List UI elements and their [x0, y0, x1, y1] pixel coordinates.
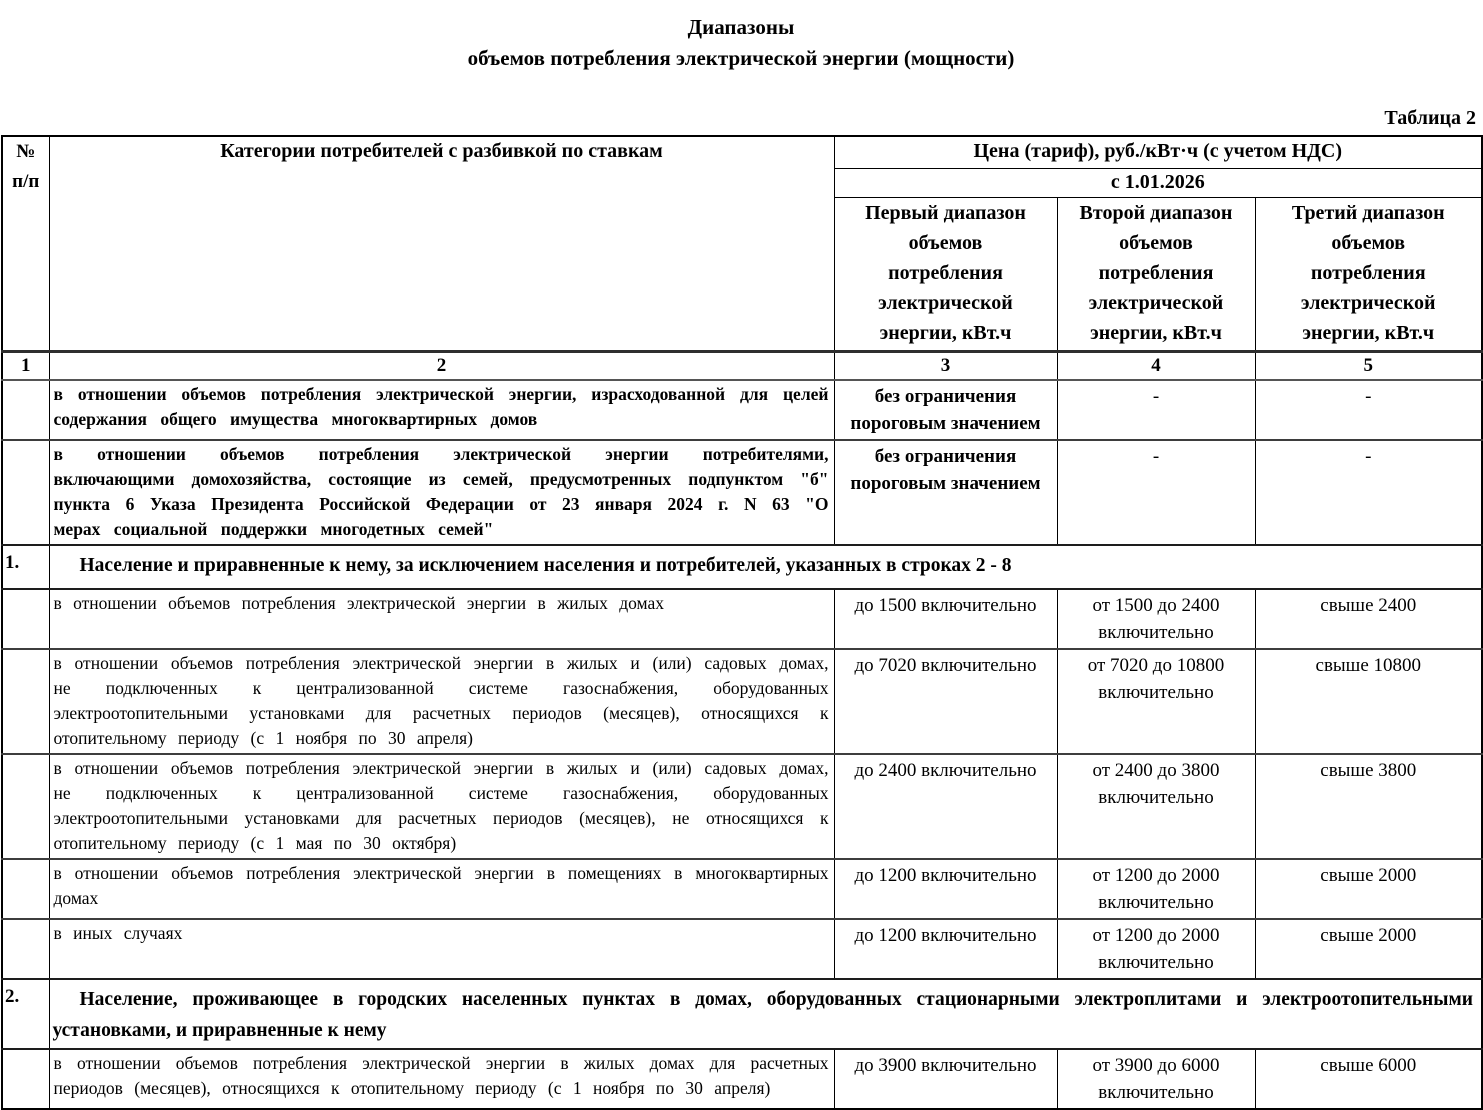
- table-row: [2, 380, 1482, 440]
- section-number: 1.: [2, 545, 49, 589]
- header-cell-range-1: [834, 198, 1057, 352]
- tariff-table: [1, 135, 1483, 1110]
- range-1-line: Первый диапазон: [865, 202, 1026, 224]
- range-1-line: электрической: [878, 292, 1013, 314]
- range-3-cell: свыше 6000: [1255, 1049, 1482, 1109]
- header-cell-range-2: [1057, 198, 1255, 352]
- range-2-cell: -: [1057, 380, 1255, 440]
- row-num-cell: [2, 919, 49, 979]
- category-cell: в отношении объемов потребления электрической энергии потребителями, включающими домохозяйства, состоящие из семей, предусмотренных подпунктом "б" пункта 6 Указа Президента Российской Федерации от 23 января 2024 г. N 63 "О мерах социальной поддержки многодетных семей": [49, 440, 834, 545]
- range-1-line: потребления: [888, 262, 1003, 284]
- range-2-line: объемов: [1119, 232, 1193, 254]
- section-row-2: [2, 979, 1482, 1049]
- header-cell-price: Цена (тариф), руб./кВт·ч (с учетом НДС): [834, 136, 1482, 169]
- range-1-cell: без ограничения пороговым значением: [834, 380, 1057, 440]
- range-3-line: потребления: [1310, 262, 1426, 284]
- category-cell: в отношении объемов потребления электрической энергии в помещениях в многоквартирных домах: [49, 859, 834, 919]
- table-row: [2, 440, 1482, 545]
- col-number-4: 4: [1057, 352, 1255, 381]
- range-3-cell: свыше 2400: [1255, 589, 1482, 649]
- header-cell-categories: Категории потребителей с разбивкой по ставкам: [49, 136, 834, 352]
- table-body: [2, 380, 1482, 1109]
- range-2-cell: -: [1057, 440, 1255, 545]
- row-num-cell: [2, 440, 49, 545]
- range-2-cell: от 1200 до 2000 включительно: [1057, 859, 1255, 919]
- header-cell-range-3: [1255, 198, 1482, 352]
- range-1-cell: без ограничения пороговым значением: [834, 440, 1057, 545]
- range-1-cell: до 1200 включительно: [834, 859, 1057, 919]
- range-3-cell: -: [1255, 380, 1482, 440]
- row-num-cell: [2, 380, 49, 440]
- section-number: 2.: [2, 979, 49, 1049]
- table-row: [2, 1049, 1482, 1109]
- title-line-2: объемов потребления электрической энергии (мощности): [467, 46, 1015, 70]
- range-3-cell: свыше 10800: [1255, 649, 1482, 754]
- range-3-cell: -: [1255, 440, 1482, 545]
- range-3-cell: свыше 2000: [1255, 859, 1482, 919]
- col-number-3: 3: [834, 352, 1057, 381]
- category-cell: в отношении объемов потребления электрической энергии в жилых домах для расчетных периодов (месяцев), относящихся к отопительному периоду (с 1 ноября по 30 апреля): [49, 1049, 834, 1109]
- category-cell: в отношении объемов потребления электрической энергии в жилых домах: [49, 589, 834, 649]
- col-number-2: 2: [49, 352, 834, 381]
- section-title: Население и приравненные к нему, за исключением населения и потребителей, указанных в строках 2 - 8: [49, 545, 1482, 589]
- page-title: [0, 0, 1482, 74]
- header-num-line-2: п/п: [12, 171, 40, 192]
- category-cell: в отношении объемов потребления электрической энергии в жилых и (или) садовых домах, не подключенных к централизованной системе газоснабжения, оборудованных электроотопительными установками для расчетных периодов (месяцев), не относящихся к отопительному периоду (с 1 мая по 30 октября): [49, 754, 834, 859]
- col-number-1: 1: [2, 352, 49, 381]
- range-1-cell: до 1200 включительно: [834, 919, 1057, 979]
- range-2-cell: от 7020 до 10800 включительно: [1057, 649, 1255, 754]
- range-3-line: энергии, кВт.ч: [1302, 322, 1435, 344]
- row-num-cell: [2, 589, 49, 649]
- col-number-5: 5: [1255, 352, 1482, 381]
- range-1-cell: до 1500 включительно: [834, 589, 1057, 649]
- range-2-line: электрической: [1088, 292, 1224, 314]
- range-1-line: объемов: [908, 232, 983, 254]
- range-2-line: энергии, кВт.ч: [1090, 322, 1222, 344]
- table-row: [2, 649, 1482, 754]
- category-cell: в иных случаях: [49, 919, 834, 979]
- header-num-line-1: №: [16, 141, 36, 162]
- section-title: Население, проживающее в городских населенных пунктах в домах, оборудованных стационарными электроплитами и электроотопительными установками, и приравненные к нему: [49, 979, 1482, 1049]
- row-num-cell: [2, 859, 49, 919]
- category-cell: в отношении объемов потребления электрической энергии в жилых и (или) садовых домах, не подключенных к централизованной системе газоснабжения, оборудованных электроотопительными установками для расчетных периодов (месяцев), относящихся к отопительному периоду (с 1 ноября по 30 апреля): [49, 649, 834, 754]
- range-2-line: потребления: [1098, 262, 1214, 284]
- range-1-line: энергии, кВт.ч: [879, 322, 1012, 344]
- range-2-cell: от 1500 до 2400 включительно: [1057, 589, 1255, 649]
- range-3-cell: свыше 2000: [1255, 919, 1482, 979]
- table-row: [2, 859, 1482, 919]
- range-1-cell: до 7020 включительно: [834, 649, 1057, 754]
- range-2-cell: от 1200 до 2000 включительно: [1057, 919, 1255, 979]
- section-row-1: [2, 545, 1482, 589]
- table-label: Таблица 2: [1384, 107, 1476, 129]
- column-number-row: [2, 352, 1482, 381]
- range-3-line: объемов: [1331, 232, 1406, 254]
- range-3-line: Третий диапазон: [1291, 202, 1445, 224]
- table-row: [2, 919, 1482, 979]
- range-1-cell: до 3900 включительно: [834, 1049, 1057, 1109]
- header-cell-date: с 1.01.2026: [834, 169, 1482, 198]
- table-row: [2, 754, 1482, 859]
- range-1-cell: до 2400 включительно: [834, 754, 1057, 859]
- row-num-cell: [2, 1049, 49, 1109]
- range-2-cell: от 3900 до 6000 включительно: [1057, 1049, 1255, 1109]
- header-cell-row-number: [2, 136, 49, 352]
- range-3-line: электрической: [1300, 292, 1436, 314]
- row-num-cell: [2, 649, 49, 754]
- range-2-cell: от 2400 до 3800 включительно: [1057, 754, 1255, 859]
- title-line-1: Диапазоны: [687, 15, 795, 39]
- range-2-line: Второй диапазон: [1079, 202, 1233, 224]
- row-num-cell: [2, 754, 49, 859]
- category-cell: в отношении объемов потребления электрической энергии, израсходованной для целей содержания общего имущества многоквартирных домов: [49, 380, 834, 440]
- table-row: [2, 589, 1482, 649]
- range-3-cell: свыше 3800: [1255, 754, 1482, 859]
- table-header: [2, 136, 1482, 380]
